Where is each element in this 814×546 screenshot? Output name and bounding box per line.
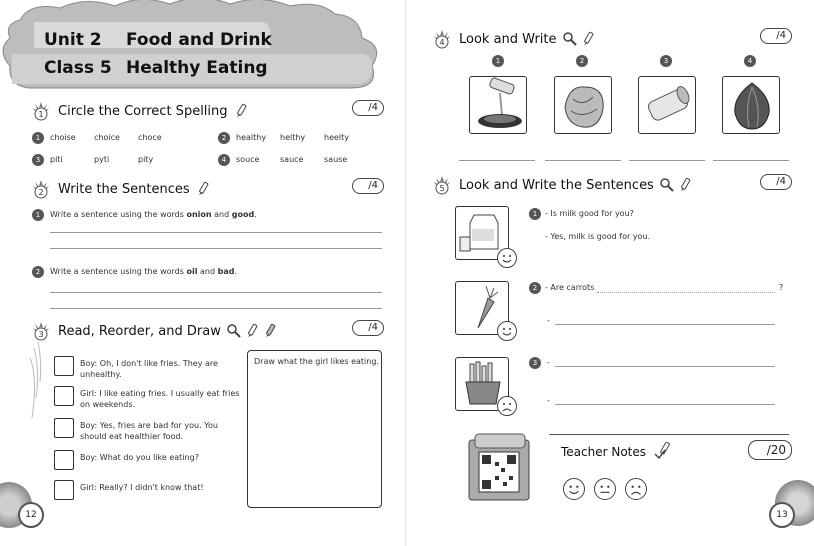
section-4-heading <box>431 28 596 50</box>
question-number: 2 <box>529 282 541 294</box>
answer-line[interactable] <box>555 324 775 325</box>
oil-pan-picture <box>469 76 527 134</box>
divider-line <box>549 434 789 435</box>
happy-face-icon[interactable] <box>563 478 585 500</box>
magnifier-icon <box>562 31 578 47</box>
speaker-label: Boy: <box>80 453 98 462</box>
picture-number: 4 <box>744 55 756 67</box>
section-number-badge: 2 <box>30 178 52 200</box>
item-number: 2 <box>218 132 230 144</box>
page-number: 12 <box>18 502 44 528</box>
pen-check-icon <box>653 442 675 462</box>
spelling-option[interactable]: pyti <box>94 155 110 164</box>
cabbage-icon <box>555 77 612 134</box>
dialog-text: Really? I didn't know that! <box>99 483 204 492</box>
item-number: 4 <box>218 154 230 166</box>
spelling-option[interactable]: souce <box>236 155 260 164</box>
spelling-option[interactable]: heelty <box>324 133 350 142</box>
section-1-heading <box>30 100 249 122</box>
section-title: Read, Reorder, and Draw <box>58 323 221 339</box>
grass-decoration-icon <box>26 338 56 498</box>
qr-code-box <box>465 432 537 504</box>
question-number: 1 <box>32 209 44 221</box>
dialog-text: Oh, I don't like fries. They are unhealthy. <box>80 359 218 379</box>
section-number-badge: 4 <box>431 28 453 50</box>
answer-line[interactable] <box>50 248 382 249</box>
answer-dash: - <box>547 396 550 405</box>
unit-title: Food and Drink <box>126 30 272 50</box>
spelling-option[interactable]: healthy <box>236 133 267 142</box>
happy-face-icon <box>497 248 517 268</box>
item-number: 1 <box>32 132 44 144</box>
section-number-badge: 1 <box>30 100 52 122</box>
answer-dash: - <box>547 358 550 367</box>
spelling-option[interactable]: choise <box>50 133 76 142</box>
sad-face-icon[interactable] <box>625 478 647 500</box>
order-box[interactable] <box>54 450 74 470</box>
section-4-score: /4 <box>760 28 792 44</box>
drawing-area[interactable] <box>247 350 382 508</box>
teacher-notes-title: Teacher Notes <box>561 445 647 459</box>
question-number: 3 <box>529 357 541 369</box>
answer-line[interactable] <box>713 160 789 161</box>
crayon-icon <box>262 323 278 339</box>
speaker-label: Boy: <box>80 421 98 430</box>
section-title: Look and Write the Sentences <box>459 177 654 193</box>
bread-picture <box>638 76 696 134</box>
answer-line[interactable] <box>597 292 775 293</box>
section-title: Look and Write <box>459 31 557 47</box>
sentence-prompt-2: Write a sentence using the words oil and bad. <box>50 267 237 276</box>
answer-line[interactable] <box>50 292 382 293</box>
qr-code-icon <box>465 432 537 504</box>
section-title: Write the Sentences <box>58 181 190 197</box>
class-title: Healthy Eating <box>126 58 268 78</box>
order-box[interactable] <box>54 356 74 376</box>
pencil-icon <box>195 181 211 197</box>
section-1-score: /4 <box>352 100 384 116</box>
section-3-score: /4 <box>352 320 384 336</box>
section-3-heading <box>30 320 278 342</box>
onion-picture <box>722 76 780 134</box>
answer-line[interactable] <box>555 404 775 405</box>
section-2-score: /4 <box>352 178 384 194</box>
spelling-option[interactable]: sauce <box>280 155 304 164</box>
answer-line[interactable] <box>629 160 705 161</box>
picture-number: 1 <box>492 55 504 67</box>
section-5-score: /4 <box>760 174 792 190</box>
oil-bottle-pan-icon <box>470 77 527 134</box>
magnifier-icon <box>659 177 675 193</box>
spelling-option[interactable]: choice <box>94 133 120 142</box>
answer-dash: - <box>547 316 550 325</box>
speaker-label: Girl: <box>80 483 97 492</box>
speaker-label: Girl: <box>80 389 97 398</box>
section-5-heading <box>431 174 693 196</box>
cabbage-picture <box>554 76 612 134</box>
spelling-option[interactable]: piti <box>50 155 63 164</box>
dialog-line <box>80 388 240 410</box>
dialog-line <box>80 452 240 463</box>
order-box[interactable] <box>54 480 74 500</box>
sad-face-icon <box>497 396 517 416</box>
right-page <box>407 0 814 546</box>
order-box[interactable] <box>54 418 74 438</box>
section-2-heading <box>30 178 211 200</box>
section-number-badge: 5 <box>431 174 453 196</box>
answer-line[interactable] <box>50 232 382 233</box>
dialog-text: What do you like eating? <box>99 453 199 462</box>
pencil-icon <box>233 103 249 119</box>
pencil-icon <box>580 31 596 47</box>
spelling-option[interactable]: pity <box>138 155 154 164</box>
dialog-text: Yes, fries are bad for you. You should eat healthier food. <box>80 421 218 441</box>
spelling-option[interactable]: sause <box>324 155 348 164</box>
answer-text: - Yes, milk is good for you. <box>545 232 651 241</box>
pencil-icon <box>244 323 260 339</box>
answer-line[interactable] <box>555 366 775 367</box>
answer-line[interactable] <box>459 160 535 161</box>
spelling-option[interactable]: helthy <box>280 133 306 142</box>
page-number: 13 <box>769 502 795 528</box>
spelling-option[interactable]: choce <box>138 133 162 142</box>
order-box[interactable] <box>54 386 74 406</box>
question-number: 2 <box>32 266 44 278</box>
happy-face-icon <box>497 321 517 341</box>
dialog-line <box>80 358 240 380</box>
neutral-face-icon[interactable] <box>594 478 616 500</box>
section-number-badge: 3 <box>30 320 52 342</box>
dialog-line <box>80 482 240 493</box>
picture-number: 2 <box>576 55 588 67</box>
question-text: - Is milk good for you? <box>545 209 634 218</box>
picture-number: 3 <box>660 55 672 67</box>
question-text: - Are carrots <box>545 283 595 292</box>
item-number: 3 <box>32 154 44 166</box>
drawing-prompt: Draw what the girl likes eating. <box>254 357 379 366</box>
speaker-label: Boy: <box>80 359 98 368</box>
unit-label: Unit 2 <box>44 30 102 50</box>
answer-line[interactable] <box>50 308 382 309</box>
question-mark: ? <box>779 283 784 292</box>
dialog-line <box>80 420 240 442</box>
sentence-prompt-1: Write a sentence using the words onion and good. <box>50 210 257 219</box>
dialog-text: I like eating fries. I usually eat fries on weekends. <box>80 389 240 409</box>
total-score: /20 <box>748 440 792 460</box>
bread-icon <box>639 77 696 134</box>
pencil-icon <box>677 177 693 193</box>
section-title: Circle the Correct Spelling <box>58 103 228 119</box>
answer-line[interactable] <box>545 160 621 161</box>
question-number: 1 <box>529 208 541 220</box>
onion-icon <box>723 77 780 134</box>
class-label: Class 5 <box>44 58 112 78</box>
magnifier-icon <box>226 323 242 339</box>
